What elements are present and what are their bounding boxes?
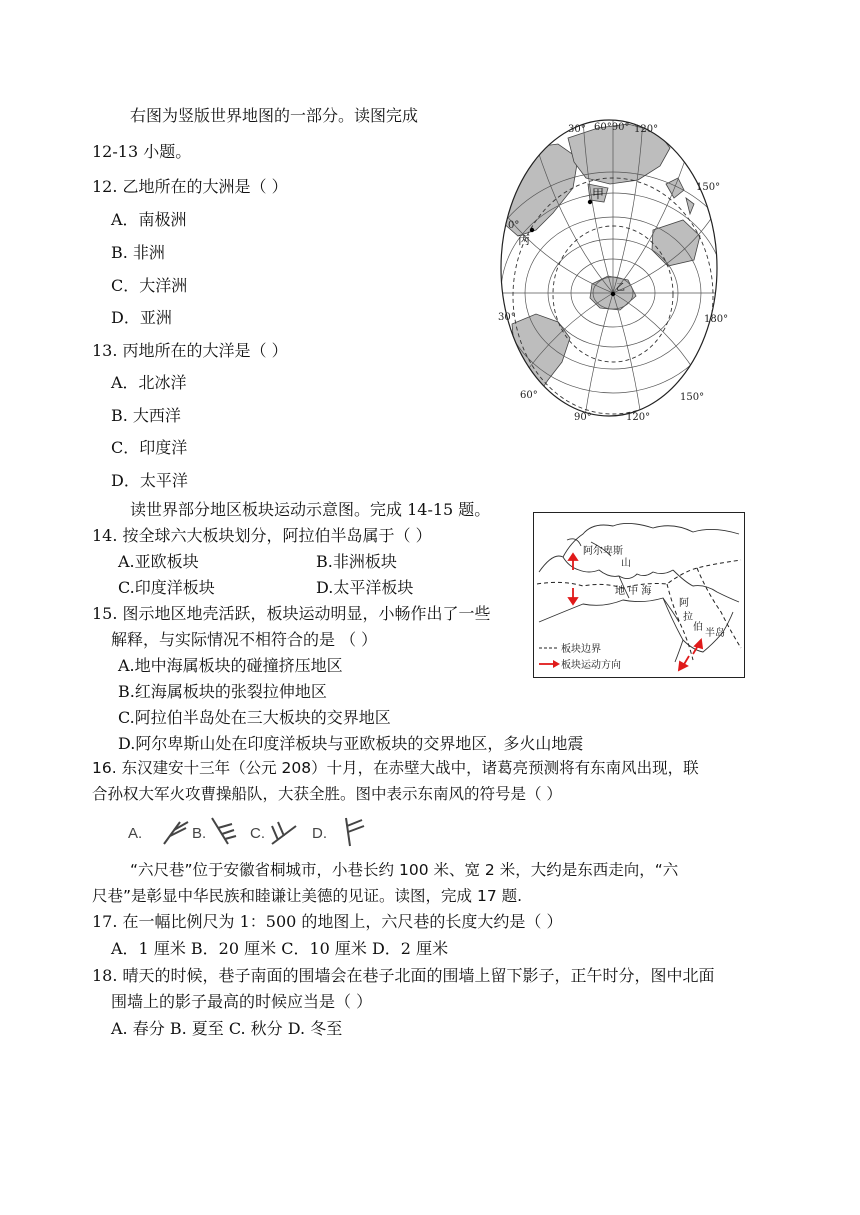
map2-label-bandao: 半岛	[705, 628, 725, 639]
q14-option-b[interactable]: B.非洲板块	[316, 552, 397, 571]
q12-option-d[interactable]: D．亚洲	[111, 308, 172, 327]
q12-option-b[interactable]: B. 非洲	[111, 243, 165, 262]
intro-12-13-cont: 12-13 小题。	[92, 142, 192, 161]
polar-world-map	[488, 118, 728, 430]
intro-17-line1: “六尺巷”位于安徽省桐城市，小巷长约 100 米、宽 2 米，大约是东西走向，“六	[130, 861, 679, 879]
intro-14-15: 读世界部分地区板块运动示意图。完成 14-15 题。	[130, 500, 491, 519]
q15-stem-line1: 15. 图示地区地壳活跃，板块运动明显，小畅作出了一些	[92, 604, 491, 623]
q16-label-d[interactable]: D.	[312, 825, 327, 842]
map1-point-jia: 甲	[592, 187, 605, 201]
q13-option-a[interactable]: A．北冰洋	[111, 373, 187, 392]
q12-stem: 12. 乙地所在的大洲是（ ）	[92, 177, 288, 196]
q15-option-b[interactable]: B.红海属板块的张裂拉伸地区	[118, 682, 327, 701]
map2-legend-boundary: 板块边界	[561, 644, 601, 655]
map2-label-bo: 伯	[693, 622, 703, 633]
q18-options[interactable]: A. 春分 B. 夏至 C. 秋分 D. 冬至	[111, 1019, 343, 1038]
map1-label-0: 0°	[508, 220, 520, 231]
q16-label-c[interactable]: C.	[250, 825, 265, 842]
q18-stem-line1: 18. 晴天的时候，巷子南面的围墙会在巷子北面的围墙上留下影子，正午时分，图中北面	[92, 966, 715, 985]
q16-label-a[interactable]: A.	[128, 825, 143, 842]
map1-point-yi: 乙	[616, 283, 626, 293]
map1-point-bing: 丙	[518, 233, 531, 247]
q13-option-c[interactable]: C．印度洋	[111, 438, 188, 457]
q14-option-d[interactable]: D.太平洋板块	[316, 578, 414, 597]
wind-symbol-options[interactable]	[126, 814, 382, 850]
map2-legend-motion: 板块运动方向	[561, 660, 621, 671]
map1-label-150b: 150°	[680, 392, 705, 403]
map2-label-a: 阿	[679, 598, 689, 609]
q13-option-d[interactable]: D．太平洋	[111, 471, 188, 490]
q15-option-d[interactable]: D.阿尔卑斯山处在印度洋板块与亚欧板块的交界地区，多火山地震	[118, 734, 584, 753]
map2-label-alps: 阿尔卑斯	[583, 546, 623, 557]
q16-label-b[interactable]: B.	[192, 825, 207, 842]
map2-label-la: 拉	[683, 612, 693, 623]
q16-stem-line1: 16. 东汉建安十三年（公元 208）十月，在赤壁大战中，诸葛亮预测将有东南风出现，联	[92, 759, 699, 777]
intro-12-13: 右图为竖版世界地图的一部分。读图完成	[130, 106, 419, 125]
map1-label-120: 120°	[634, 124, 659, 135]
q14-option-c[interactable]: C.印度洋板块	[118, 578, 215, 597]
q16-stem-line2: 合孙权大军火攻曹操船队，大获全胜。图中表示东南风的符号是（ ）	[92, 785, 562, 803]
q18-stem-line2: 围墙上的影子最高的时候应当是（ ）	[111, 992, 373, 1011]
q17-stem: 17. 在一幅比例尺为 1：500 的地图上，六尺巷的长度大约是（ ）	[92, 912, 563, 931]
q13-stem: 13. 丙地所在的大洋是（ ）	[92, 341, 288, 360]
q13-option-b[interactable]: B. 大西洋	[111, 406, 181, 425]
map1-label-150: 150°	[696, 182, 721, 193]
map1-label-6090: 60°90°	[594, 122, 630, 133]
q15-stem-line2: 解释，与实际情况不相符合的是 （ ）	[111, 630, 378, 649]
intro-17-line2: 尺巷”是彰显中华民族和睦谦让美德的见证。读图，完成 17 题.	[92, 887, 523, 905]
q15-option-c[interactable]: C.阿拉伯半岛处在三大板块的交界地区	[118, 708, 391, 727]
q12-option-a[interactable]: A．南极洲	[111, 210, 187, 229]
q15-option-a[interactable]: A.地中海属板块的碰撞挤压地区	[118, 656, 343, 675]
map2-label-shan: 山	[621, 558, 631, 569]
map1-label-30b: 30°	[498, 312, 516, 323]
q17-options[interactable]: A．1 厘米 B．20 厘米 C．10 厘米 D．2 厘米	[111, 939, 449, 958]
plate-motion-map	[533, 512, 745, 678]
map1-label-180: 180°	[704, 314, 728, 325]
map1-label-60: 60°	[520, 390, 538, 401]
q12-option-c[interactable]: C．大洋洲	[111, 276, 188, 295]
map1-label-90: 90°	[574, 412, 592, 423]
map1-label-30: 30°	[568, 124, 586, 135]
q14-option-a[interactable]: A.亚欧板块	[118, 552, 199, 571]
map2-label-med: 地 中 海	[615, 586, 652, 597]
q14-stem: 14. 按全球六大板块划分，阿拉伯半岛属于（ ）	[92, 526, 432, 545]
map1-label-120b: 120°	[626, 412, 651, 423]
